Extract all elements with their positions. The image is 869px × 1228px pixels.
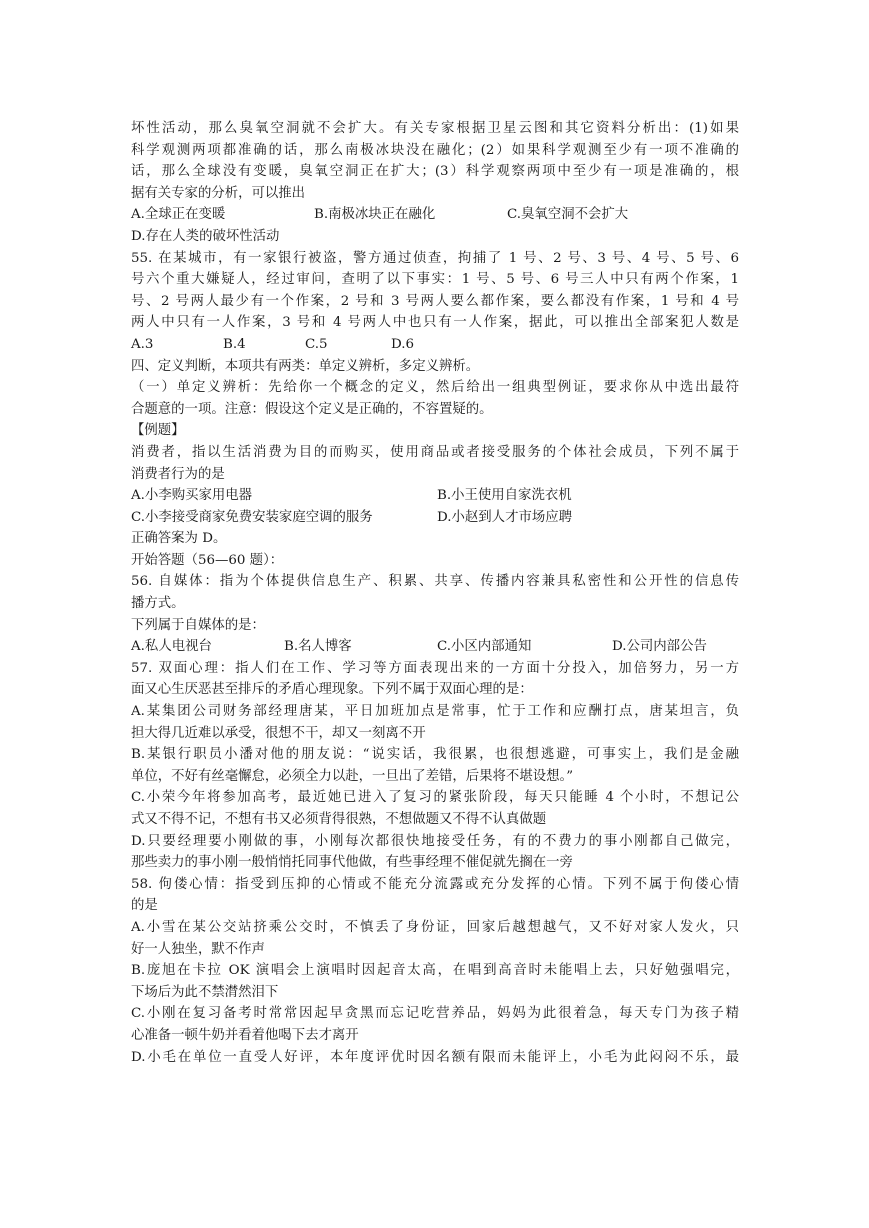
q54-option-d: D.存在人类的破坏性活动 [131, 228, 280, 244]
q54-line: 坏性活动，那么臭氧空洞就不会扩大。有关专家根据卫星云图和其它资料分析出：(1)如果 [131, 121, 739, 136]
q57-line: A.某集团公司财务部经理唐某，平日加班加点是常事，忙于工作和应酬打点，唐某坦言，负 [131, 704, 739, 720]
q54-options-row [131, 204, 739, 226]
q56-option-b: B.名人博客 [284, 639, 352, 655]
q55-line: 号六个重大嫌疑人，经过审问，查明了以下事实：1 号、5 号、6 号三人中只有两个作案，1 [131, 272, 739, 288]
q56-option-d: D.公司内部公告 [612, 639, 707, 655]
q55-line: 55. 在某城市，有一家银行被盗，警方通过侦查，拘捕了 1 号、2 号、3 号、4 号、5 号、6 [131, 250, 739, 266]
example-line: 消费者行为的是 [131, 466, 225, 482]
example-option-c: C.小李接受商家免费安装家庭空调的服务 [131, 509, 373, 525]
q54-option-a: A.全球正在变暖 [131, 207, 226, 223]
example-options-row [131, 485, 739, 507]
q57-line: C.小荣今年将参加高考，最近她已进入了复习的紧张阶段，每天只能睡 4 个小时，不想记公 [131, 790, 739, 806]
start-answering-note: 开始答题（56—60 题）： [131, 552, 284, 568]
q58-line: 好一人独坐，默不作声 [131, 941, 265, 957]
q56-option-a: A.私人电视台 [131, 639, 212, 655]
q55-option-d: D.6 [391, 336, 415, 352]
q56-option-c: C.小区内部通知 [437, 639, 532, 655]
q57-line: 57. 双面心理：指人们在工作、学习等方面表现出来的一方面十分投入，加倍努力，另一方 [131, 660, 739, 676]
q56-line: 下列属于自媒体的是： [131, 617, 265, 633]
q56-line: 播方式。 [131, 596, 185, 612]
q55-options-row [131, 334, 739, 356]
section-intro-line: （一）单定义辨析：先给你一个概念的定义，然后给出一组典型例证，要求你从中选出最符 [131, 380, 739, 396]
q58-line: B.庞旭在卡拉 OK 演唱会上演唱时因起音太高，在唱到高音时未能唱上去，只好勉强唱完， [131, 963, 739, 979]
q54-option-b: B.南极冰块正在融化 [314, 207, 436, 223]
q57-line: B.某银行职员小潘对他的朋友说：“说实话，我很累，也很想逃避，可事实上，我们是金融 [131, 747, 739, 763]
q57-line: 式又不得不记，不想有书又必须背得很熟，不想做题又不得不认真做题 [131, 812, 547, 827]
q54-line: 据有关专家的分析，可以推出 [131, 185, 306, 201]
q55-line: 两人中只有一人作案，3 号和 4 号两人中也只有一人作案，据此，可以推出全部案犯人数是 [131, 315, 739, 331]
q54-line: 话，那么全球没有变暖，臭氧空洞正在扩大；(3）科学观察两项中至少有一项是准确的，根 [131, 164, 739, 180]
q55-option-a: A.3 [131, 336, 154, 352]
example-answer: 正确答案为 D。 [131, 531, 227, 547]
q55-line: 号、2 号两人最少有一个作案，2 号和 3 号两人要么都作案，要么都没有作案，1 号和 4 号 [131, 293, 739, 309]
q58-line: 58. 佝偻心情：指受到压抑的心情或不能充分流露或充分发挥的心情。下列不属于佝偻心情 [131, 876, 739, 892]
example-line: 消费者，指以生活消费为目的而购买，使用商品或者接受服务的个体社会成员，下列不属于 [131, 444, 739, 460]
section-intro-line: 合题意的一项。注意：假设这个定义是正确的，不容置疑的。 [131, 401, 493, 417]
q56-options-row [131, 636, 739, 658]
q58-line: C.小刚在复习备考时常常因起早贪黑而忘记吃营养品，妈妈为此很着急，每天专门为孩子精 [131, 1006, 739, 1022]
document-body [131, 118, 739, 1068]
section-heading: 四、定义判断，本项共有两类：单定义辨析，多定义辨析。 [131, 358, 480, 374]
example-options-row [131, 507, 739, 529]
q57-line: 那些卖力的事小刚一般悄悄托同事代他做，有些事经理不催促就先搁在一旁 [131, 855, 573, 871]
example-option-b: B.小王使用自家洗衣机 [437, 488, 572, 504]
q58-line: A.小雪在某公交站挤乘公交时，不慎丢了身份证，回家后越想越气，又不好对家人发火，只 [131, 919, 739, 935]
q55-option-b: B.4 [223, 336, 246, 352]
q55-option-c: C.5 [305, 336, 328, 352]
q58-line: 下场后为此不禁潸然泪下 [131, 984, 279, 1000]
example-title: 【例题】 [131, 423, 185, 439]
q58-line: D.小毛在单位一直受人好评，本年度评优时因名额有限而未能评上，小毛为此闷闷不乐，最 [131, 1049, 739, 1065]
q57-line: 担大得几近难以承受，很想不干，却又一刻离不开 [131, 725, 426, 741]
example-option-d: D.小赵到人才市场应聘 [437, 509, 573, 525]
q56-line: 56. 自媒体：指为个体提供信息生产、积累、共享、传播内容兼具私密性和公开性的信息传 [131, 574, 739, 590]
example-option-a: A.小李购买家用电器 [131, 488, 253, 504]
q54-option-c: C.臭氧空洞不会扩大 [507, 207, 629, 223]
q54-line: 科学观测两项都准确的话，那么南极冰块没在融化；(2）如果科学观测至少有一项不准确的 [131, 142, 739, 158]
q57-line: 单位，不好有丝毫懈怠，必须全力以赴，一旦出了差错，后果将不堪设想。” [131, 768, 574, 784]
q57-line: 面又心生厌恶甚至排斥的矛盾心理现象。下列不属于双面心理的是： [131, 682, 533, 698]
q58-line: 心准备一顿牛奶并看着他喝下去才离开 [131, 1027, 359, 1043]
q57-line: D.只要经理要小刚做的事，小刚每次都很快地接受任务，有的不费力的事小刚都自己做完， [131, 833, 739, 849]
q58-line: 的是 [131, 898, 158, 914]
